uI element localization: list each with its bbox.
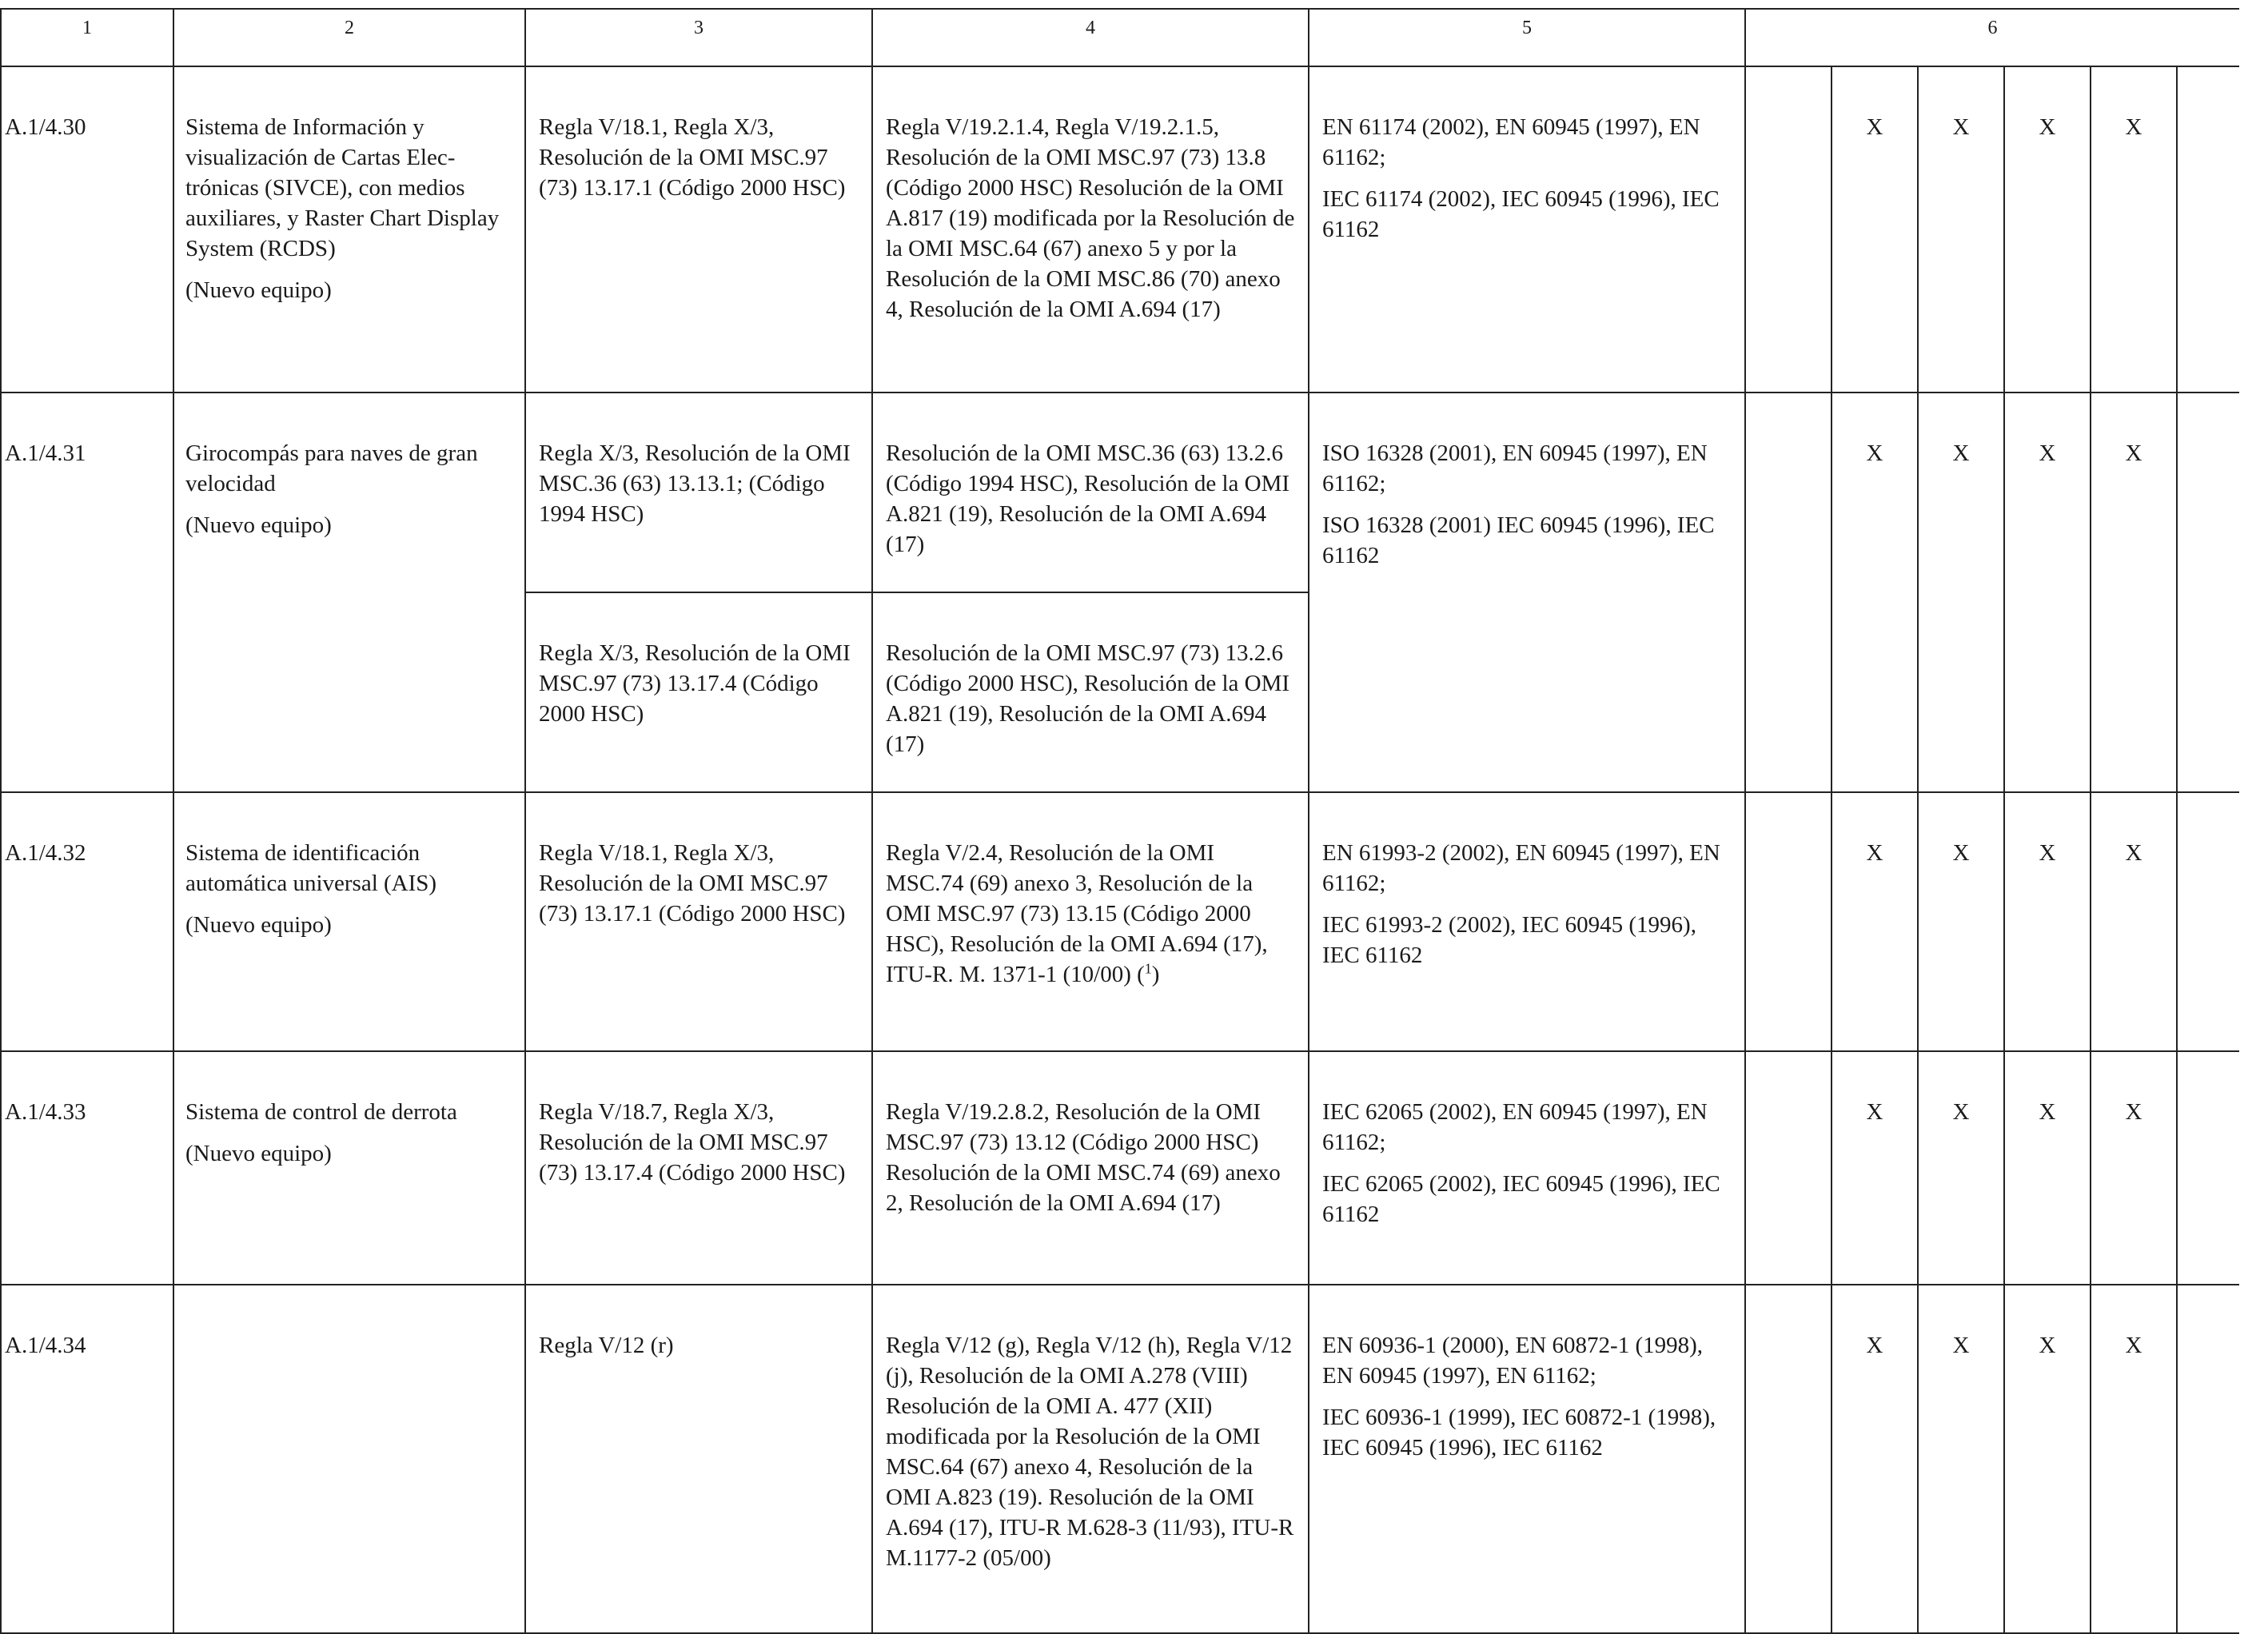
mark-cell: X xyxy=(2125,114,2142,140)
row-code: A.1/4.33 xyxy=(5,1099,86,1125)
col5-standards xyxy=(1309,1052,1744,1245)
mark-cell: X xyxy=(1952,114,1970,140)
equipment-note: (Nuevo equipo) xyxy=(185,277,332,303)
mark-cell: X xyxy=(1952,840,1970,866)
col5-iec-standards: IEC 61993-2 (2002), IEC 60945 (1996), IEC 61162 xyxy=(1322,912,1696,968)
mark-cell xyxy=(2178,67,2239,112)
mark-cell: X xyxy=(1866,840,1883,866)
table-row xyxy=(1,1285,2239,1633)
mark-cell xyxy=(1746,793,1831,838)
col5-en-standards: EN 61993-2 (2002), EN 60945 (1997), EN 61162; xyxy=(1322,840,1720,896)
table-row xyxy=(1,393,2239,592)
equipment-name-text: Sistema de identificación automática universal (AIS) xyxy=(185,840,437,896)
mark-cell: X xyxy=(2039,440,2056,466)
header-row xyxy=(1,9,2239,66)
col3-text: Regla V/18.1, Regla X/3, Resolución de la OMI MSC.97 (73) 13.17.1 (Código 2000 HSC) xyxy=(539,114,846,201)
mark-cell: X xyxy=(2039,114,2056,140)
mark-cell: X xyxy=(1866,1333,1883,1358)
col4-text-sub: Resolución de la OMI MSC.97 (73) 13.2.6 (Código 2000 HSC), Resolución de la OMI A.821 (19), Resolución de la OMI A.694 (17) xyxy=(886,640,1290,757)
mark-cell: X xyxy=(1952,1099,1970,1125)
column-header-6: 6 xyxy=(1745,9,2239,66)
equipment-name xyxy=(174,793,524,956)
col4-text: Regla V/19.2.1.4, Regla V/19.2.1.5, Resolución de la OMI MSC.97 (73) 13.8 (Código 2000 HSC) Resolución de la OMI A.817 (19) modificada por la Resolución de la OMI MSC.64 (67) anexo 5 y por la Resolución de la OMI MSC.86 (70) anexo 4, Resolución de la OMI A.694 (17) xyxy=(886,114,1295,322)
col5-iec-standards: IEC 60936-1 (1999), IEC 60872-1 (1998), IEC 60945 (1996), IEC 61162 xyxy=(1322,1405,1716,1461)
mark-cell: X xyxy=(2125,440,2142,466)
col5-en-standards: IEC 62065 (2002), EN 60945 (1997), EN 61162; xyxy=(1322,1099,1708,1155)
equipment-name-text: Sistema de Información y visualización de Cartas Electrónicas (SIVCE), con medios auxiliares, y Raster Chart Display System (RCDS) xyxy=(185,114,500,261)
col3-text-sub: Regla X/3, Resolución de la OMI MSC.97 (73) 13.17.4 (Código 2000 HSC) xyxy=(539,640,851,727)
column-header-3: 3 xyxy=(525,9,872,66)
mark-cell: X xyxy=(1952,440,1970,466)
equipment-name xyxy=(174,1285,524,1357)
equipment-name-text: Sistema de control de derrota xyxy=(185,1099,457,1125)
col4-text: Regla V/19.2.8.2, Resolución de la OMI MSC.97 (73) 13.12 (Código 2000 HSC) Resolución de la OMI MSC.74 (69) anexo 2, Resolución de la OMI A.694 (17) xyxy=(886,1099,1281,1216)
mark-cell xyxy=(1746,1285,1831,1330)
row-code: A.1/4.34 xyxy=(5,1333,86,1358)
col5-iec-standards: ISO 16328 (2001) IEC 60945 (1996), IEC 61162 xyxy=(1322,512,1715,568)
col3-text: Regla X/3, Resolución de la OMI MSC.36 (63) 13.13.1; (Código 1994 HSC) xyxy=(539,440,851,527)
equipment-name xyxy=(174,393,524,556)
col4-text: Resolución de la OMI MSC.36 (63) 13.2.6 (Código 1994 HSC), Resolución de la OMI A.821 (19), Resolución de la OMI A.694 (17) xyxy=(886,440,1290,557)
equipment-table xyxy=(0,8,2239,1634)
equipment-name-text: Girocompás para naves de gran velocidad xyxy=(185,440,478,496)
col5-en-standards: EN 60936-1 (2000), EN 60872-1 (1998), EN 60945 (1997), EN 61162; xyxy=(1322,1333,1704,1389)
mark-cell: X xyxy=(1952,1333,1970,1358)
mark-cell xyxy=(1746,393,1831,438)
equipment-note: (Nuevo equipo) xyxy=(185,1141,332,1166)
equipment-name xyxy=(174,1052,524,1185)
column-header-4: 4 xyxy=(872,9,1309,66)
col3-text: Regla V/18.7, Regla X/3, Resolución de la OMI MSC.97 (73) 13.17.4 (Código 2000 HSC) xyxy=(539,1099,846,1186)
row-code: A.1/4.31 xyxy=(5,440,86,466)
footnote-ref: 1 xyxy=(1144,960,1152,977)
mark-cell: X xyxy=(2125,1099,2142,1125)
equipment-note: (Nuevo equipo) xyxy=(185,512,332,538)
mark-cell xyxy=(2178,1052,2239,1097)
col4-text xyxy=(873,793,1308,1006)
mark-cell xyxy=(2178,1285,2239,1330)
mark-cell: X xyxy=(2039,840,2056,866)
mark-cell xyxy=(2178,393,2239,438)
mark-cell xyxy=(1746,67,1831,112)
col5-iec-standards: IEC 61174 (2002), IEC 60945 (1996), IEC 61162 xyxy=(1322,186,1720,242)
mark-cell: X xyxy=(1866,1099,1883,1125)
column-header-2: 2 xyxy=(173,9,525,66)
col3-text: Regla V/12 (r) xyxy=(539,1333,674,1358)
equipment-name xyxy=(174,67,524,321)
equipment-note: (Nuevo equipo) xyxy=(185,912,332,938)
col3-text: Regla V/18.1, Regla X/3, Resolución de la OMI MSC.97 (73) 13.17.1 (Código 2000 HSC) xyxy=(539,840,846,927)
col4-text: Regla V/12 (g), Regla V/12 (h), Regla V/12 (j), Resolución de la OMI A.278 (VIII) Resolución de la OMI A. 477 (XII) modificada por la Resolución de la OMI MSC.64 (67) anexo 4, Resolución de la OMI A.823 (19). Resolución de la OMI A.694 (17), ITU-R M.628-3 (11/93), ITU-R M.1177-2 (05/00) xyxy=(886,1333,1294,1571)
mark-cell: X xyxy=(2125,1333,2142,1358)
column-header-1: 1 xyxy=(1,9,173,66)
table-row xyxy=(1,1051,2239,1285)
col4-text-end: ) xyxy=(1151,962,1160,987)
mark-cell: X xyxy=(1866,440,1883,466)
row-code: A.1/4.32 xyxy=(5,840,86,866)
mark-cell xyxy=(2178,793,2239,838)
col5-iec-standards: IEC 62065 (2002), IEC 60945 (1996), IEC 61162 xyxy=(1322,1171,1720,1227)
col5-en-standards: ISO 16328 (2001), EN 60945 (1997), EN 61162; xyxy=(1322,440,1708,496)
col5-standards xyxy=(1309,793,1744,986)
mark-cell: X xyxy=(2125,840,2142,866)
col5-standards xyxy=(1309,1285,1744,1479)
table-row xyxy=(1,66,2239,393)
col5-en-standards: EN 61174 (2002), EN 60945 (1997), EN 61162; xyxy=(1322,114,1700,170)
mark-cell: X xyxy=(1866,114,1883,140)
col4-text-body: Regla V/2.4, Resolución de la OMI MSC.74 (69) anexo 3, Resolución de la OMI MSC.97 (73) 13.15 (Código 2000 HSC), Resolución de la OMI A.694 (17), ITU-R. M. 1371-1 (10/00) ( xyxy=(886,840,1268,987)
col5-standards xyxy=(1309,67,1744,261)
row-code: A.1/4.30 xyxy=(5,114,86,140)
col5-standards xyxy=(1309,393,1744,587)
mark-cell: X xyxy=(2039,1099,2056,1125)
table-row xyxy=(1,792,2239,1051)
mark-cell: X xyxy=(2039,1333,2056,1358)
column-header-5: 5 xyxy=(1309,9,1745,66)
mark-cell xyxy=(1746,1052,1831,1097)
